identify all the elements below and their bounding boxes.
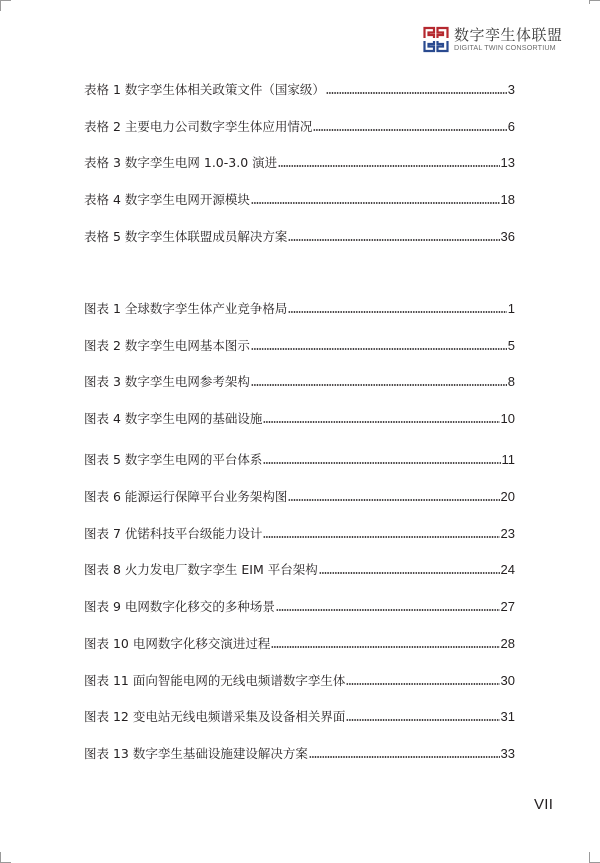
toc-entry-figure-12[interactable] [84,709,515,725]
toc-entry-figure-10[interactable] [84,636,515,652]
toc-entry-title: 图表 11 面向智能电网的无线电频谱数字孪生体 [84,673,346,688]
dot-leader [271,645,499,649]
toc-entry-title: 图表 9 电网数字化移交的多种场景 [84,599,275,614]
toc-entry-page: 6 [507,119,515,134]
toc-entry-title: 表格 1 数字孪生体相关政策文件（国家级） [84,82,325,97]
dot-leader [288,238,499,242]
dot-leader [251,383,507,387]
toc-entry-page: 8 [507,374,515,389]
dot-leader [319,571,500,575]
toc-entry-figure-6[interactable] [84,489,515,505]
toc-entry-page: 30 [500,673,515,688]
dot-leader [288,310,506,314]
dot-leader [263,420,499,424]
logo-name-en: DIGITAL TWIN CONSORTIUM [454,43,556,52]
dot-leader [251,347,507,351]
toc-entry-title: 图表 13 数字孪生基础设施建设解决方案 [84,746,308,761]
toc-entry-title: 图表 3 数字孪生电网参考架构 [84,374,250,389]
crop-mark [589,852,590,863]
toc-entry-table-4[interactable] [84,192,515,208]
toc-entry-page: 33 [500,746,515,761]
toc-entry-title: 图表 6 能源运行保障平台业务架构图 [84,489,288,504]
toc-entry-figure-3[interactable] [84,374,515,390]
toc-entry-table-5[interactable] [84,229,515,245]
toc-entry-page: 5 [507,338,515,353]
consortium-logo [423,26,563,53]
toc-entry-table-3[interactable] [84,155,515,171]
dot-leader [276,608,500,612]
toc-entry-page: 24 [500,562,515,577]
toc-entry-title: 表格 3 数字孪生电网 1.0-3.0 演进 [84,155,278,170]
toc-entry-title: 图表 1 全球数字孪生体产业竞争格局 [84,301,288,316]
toc-entry-page: 27 [500,599,515,614]
toc-entry-figure-9[interactable] [84,599,515,615]
toc-entry-title: 图表 8 火力发电厂数字孪生 EIM 平台架构 [84,562,318,577]
dot-leader [326,91,507,95]
crop-mark [589,0,600,1]
toc-entry-title: 图表 10 电网数字化移交演进过程 [84,636,271,651]
dot-leader [263,535,499,539]
toc-entry-page: 10 [500,411,515,426]
dot-leader [263,461,500,465]
dot-leader [278,164,499,168]
toc-entry-title: 图表 7 优锘科技平台级能力设计 [84,526,263,541]
toc-entry-title: 表格 2 主要电力公司数字孪生体应用情况 [84,119,313,134]
toc-entry-figure-2[interactable] [84,338,515,354]
dot-leader [346,682,499,686]
crop-mark [0,0,1,11]
toc-entry-table-1[interactable] [84,82,515,98]
dot-leader [346,718,499,722]
toc-entry-page: 1 [507,301,515,316]
toc-entry-title: 表格 4 数字孪生电网开源模块 [84,192,250,207]
toc-entry-page: 18 [500,192,515,207]
toc-entry-title: 表格 5 数字孪生体联盟成员解决方案 [84,229,288,244]
digital-twin-consortium-logo-icon [423,26,449,53]
toc-entry-page: 3 [507,82,515,97]
dot-leader [309,755,500,759]
toc-entry-page: 28 [500,636,515,651]
crop-mark [0,0,11,1]
toc-entry-figure-11[interactable] [84,673,515,689]
toc-entry-title: 图表 4 数字孪生电网的基础设施 [84,411,263,426]
dot-leader [251,201,500,205]
toc-entry-page: 20 [500,489,515,504]
toc-entry-figure-8[interactable] [84,562,515,578]
toc-entry-page: 11 [501,452,515,467]
crop-mark [589,0,590,4]
toc-entry-title: 图表 5 数字孪生电网的平台体系 [84,452,263,467]
logo-name-cn: 数字孪生体联盟 [454,26,563,44]
toc-entry-page: 36 [500,229,515,244]
toc-entry-page: 23 [500,526,515,541]
dot-leader [313,128,506,132]
toc-entry-figure-5[interactable] [84,452,515,468]
dot-leader [288,498,499,502]
toc-entry-figure-7[interactable] [84,526,515,542]
toc-entry-table-2[interactable] [84,119,515,135]
page-number: VII [534,796,554,813]
toc-entry-figure-1[interactable] [84,301,515,317]
toc-entry-page: 31 [500,709,515,724]
crop-mark [0,852,1,863]
toc-entry-page: 13 [500,155,515,170]
toc-entry-figure-13[interactable] [84,746,515,762]
toc-entry-title: 图表 12 变电站无线电频谱采集及设备相关界面 [84,709,346,724]
toc-entry-title: 图表 2 数字孪生电网基本图示 [84,338,250,353]
toc-entry-figure-4[interactable] [84,411,515,427]
